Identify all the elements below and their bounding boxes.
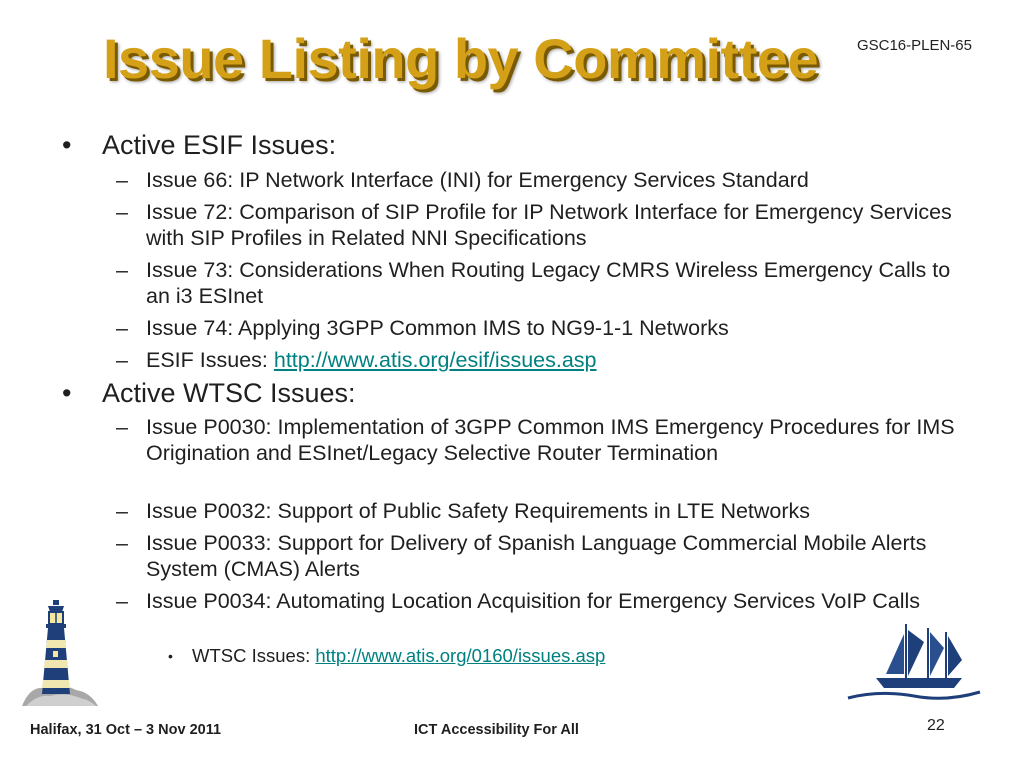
esif-issues-link[interactable]: http://www.atis.org/esif/issues.asp	[273, 348, 597, 372]
dash-icon: –	[116, 499, 128, 523]
lighthouse-icon	[20, 598, 100, 710]
bullet-icon: •	[62, 130, 72, 160]
list-item: – Issue 73: Considerations When Routing Legacy CMRS Wireless Emergency Calls to an i3 ESInet	[116, 258, 951, 308]
dash-icon: –	[116, 200, 128, 224]
dash-icon: –	[116, 415, 128, 439]
sailing-ship-icon	[846, 620, 982, 706]
list-item: – Issue 72: Comparison of SIP Profile for IP Network Interface for Emergency Services with SIP Profiles in Related NNI Specifications	[116, 200, 952, 250]
dash-icon: –	[116, 589, 128, 613]
list-item: – Issue P0033: Support for Delivery of Spanish Language Commercial Mobile Alerts System (CMAS) Alerts	[116, 531, 927, 581]
dash-icon: –	[116, 531, 128, 555]
list-item: – Issue P0034: Automating Location Acquisition for Emergency Services VoIP Calls	[116, 589, 921, 613]
page-number: 22	[927, 717, 945, 734]
list-item: – Issue P0030: Implementation of 3GPP Common IMS Emergency Procedures for IMS Origination and ESInet/Legacy Selective Router Termination	[116, 415, 955, 465]
footer-event-title: ICT Accessibility For All	[414, 722, 579, 738]
list-item: – Issue 66: IP Network Interface (INI) for Emergency Services Standard	[116, 168, 809, 192]
list-item: – Issue 74: Applying 3GPP Common IMS to NG9-1-1 Networks	[116, 316, 729, 340]
dash-icon: –	[116, 316, 128, 340]
document-id: GSC16-PLEN-65	[856, 37, 972, 54]
dash-icon: –	[116, 348, 128, 372]
section-heading-wtsc: • Active WTSC Issues:	[62, 378, 356, 408]
dash-icon: –	[116, 258, 128, 282]
list-item: – ESIF Issues: http://www.atis.org/esif/issues.asp	[116, 348, 597, 372]
bullet-icon: •	[168, 648, 173, 664]
sub-list-item: • WTSC Issues: http://www.atis.org/0160/issues.asp	[168, 645, 606, 666]
slide-title: Issue Listing by Committee	[103, 27, 819, 90]
dash-icon: –	[116, 168, 128, 192]
section-heading-esif: • Active ESIF Issues:	[62, 130, 337, 160]
wtsc-issues-link[interactable]: http://www.atis.org/0160/issues.asp	[315, 645, 606, 666]
footer-location-date: Halifax, 31 Oct – 3 Nov 2011	[30, 722, 222, 738]
list-item: – Issue P0032: Support of Public Safety Requirements in LTE Networks	[116, 499, 811, 523]
bullet-icon: •	[62, 378, 72, 408]
